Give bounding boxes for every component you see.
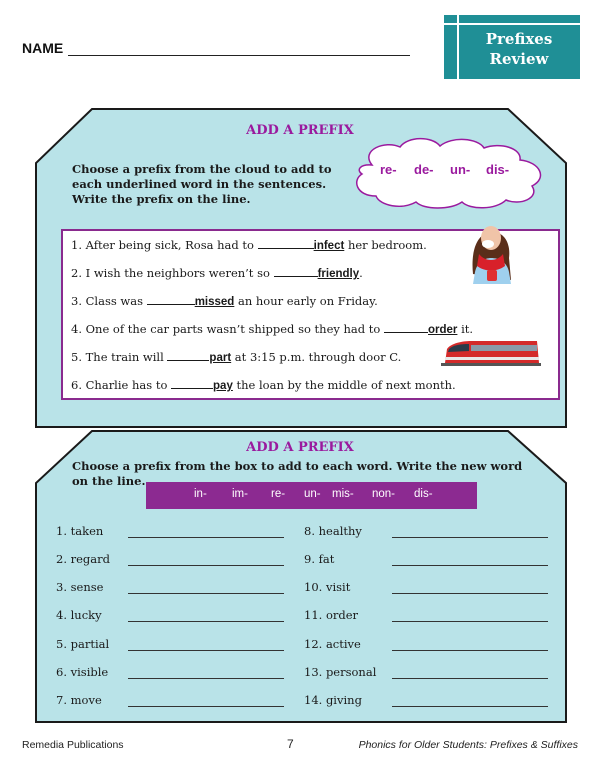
answer-line[interactable] — [392, 650, 548, 651]
underlined-word: part — [209, 352, 232, 364]
word-item: 7. move — [56, 693, 102, 707]
sentence-row: 2. I wish the neighbors weren’t so friendly. — [71, 266, 363, 280]
answer-blank[interactable] — [147, 293, 195, 305]
cloud-prefix: un- — [450, 162, 471, 177]
answer-line[interactable] — [392, 678, 548, 679]
name-write-line[interactable] — [68, 55, 410, 56]
answer-line[interactable] — [128, 565, 284, 566]
word-item: 3. sense — [56, 580, 104, 594]
word-item: 11. order — [304, 608, 359, 622]
word-item: 13. personal — [304, 665, 377, 679]
section2-title: ADD A PREFIX — [246, 440, 354, 455]
prefix-box — [146, 482, 477, 509]
answer-line[interactable] — [392, 565, 548, 566]
footer-book-title: Phonics for Older Students: Prefixes & Suffixes — [358, 739, 578, 751]
box-prefix: mis- — [332, 488, 354, 500]
box-prefix: re- — [271, 488, 286, 500]
section1-title: ADD A PREFIX — [246, 123, 354, 138]
cloud-prefix: re- — [380, 162, 397, 177]
title-box — [444, 15, 580, 79]
sentence-row: 6. Charlie has to pay the loan by the middle of next month. — [71, 378, 456, 392]
cloud-prefixes — [372, 162, 532, 180]
answer-line[interactable] — [128, 650, 284, 651]
name-row — [22, 40, 412, 60]
word-item: 1. taken — [56, 524, 104, 538]
sentence-row: 4. One of the car parts wasn’t shipped so they had to order it. — [71, 322, 474, 336]
word-item: 8. healthy — [304, 524, 362, 538]
answer-blank[interactable] — [384, 321, 428, 333]
answer-blank[interactable] — [258, 237, 314, 249]
word-item: 14. giving — [304, 693, 362, 707]
title-line2: Review — [489, 50, 549, 68]
title-text — [462, 29, 576, 69]
answer-blank[interactable] — [171, 377, 213, 389]
title-line1: Prefixes — [485, 30, 553, 48]
sentence-row: 5. The train will part at 3:15 p.m. through door C. — [71, 350, 402, 364]
cloud-prefix: de- — [414, 162, 434, 177]
underlined-word: infect — [313, 240, 345, 252]
underlined-word: order — [428, 324, 458, 336]
underlined-word: pay — [213, 380, 233, 392]
answer-line[interactable] — [392, 621, 548, 622]
name-label: NAME — [22, 40, 64, 56]
word-item: 4. lucky — [56, 608, 102, 622]
footer-publisher: Remedia Publications — [22, 739, 124, 751]
word-item: 10. visit — [304, 580, 351, 594]
box-prefix: un- — [304, 488, 321, 500]
answer-line[interactable] — [392, 537, 548, 538]
sick-woman-illustration — [455, 214, 523, 284]
answer-line[interactable] — [128, 593, 284, 594]
answer-line[interactable] — [128, 706, 284, 707]
footer-page-number: 7 — [287, 737, 294, 751]
answer-blank[interactable] — [167, 349, 209, 361]
box-prefix: dis- — [414, 488, 433, 500]
word-item: 2. regard — [56, 552, 111, 566]
sentence-row: 3. Class was missed an hour early on Friday. — [71, 294, 378, 308]
answer-line[interactable] — [392, 593, 548, 594]
answer-line[interactable] — [128, 537, 284, 538]
section1-instructions: Choose a prefix from the cloud to add to each underlined word in the sentences. Write the prefix on the line. — [72, 162, 332, 206]
answer-blank[interactable] — [274, 265, 318, 277]
sentence-box — [61, 229, 560, 400]
underlined-word: friendly — [317, 268, 360, 280]
box-prefix: non- — [372, 488, 396, 500]
cloud-prefix: dis- — [486, 162, 510, 177]
word-item: 12. active — [304, 637, 361, 651]
sentence-row: 1. After being sick, Rosa had to infect her bedroom. — [71, 238, 427, 252]
box-prefix: in- — [194, 488, 207, 500]
answer-line[interactable] — [128, 678, 284, 679]
answer-line[interactable] — [128, 621, 284, 622]
train-illustration — [441, 339, 541, 367]
word-item: 6. visible — [56, 665, 109, 679]
word-item: 9. fat — [304, 552, 335, 566]
answer-line[interactable] — [392, 706, 548, 707]
box-prefix: im- — [232, 488, 248, 500]
underlined-word: missed — [194, 296, 235, 308]
word-item: 5. partial — [56, 637, 110, 651]
section2-instructions: Choose a prefix from the box to add to each word. Write the new word on the line. — [72, 459, 523, 488]
